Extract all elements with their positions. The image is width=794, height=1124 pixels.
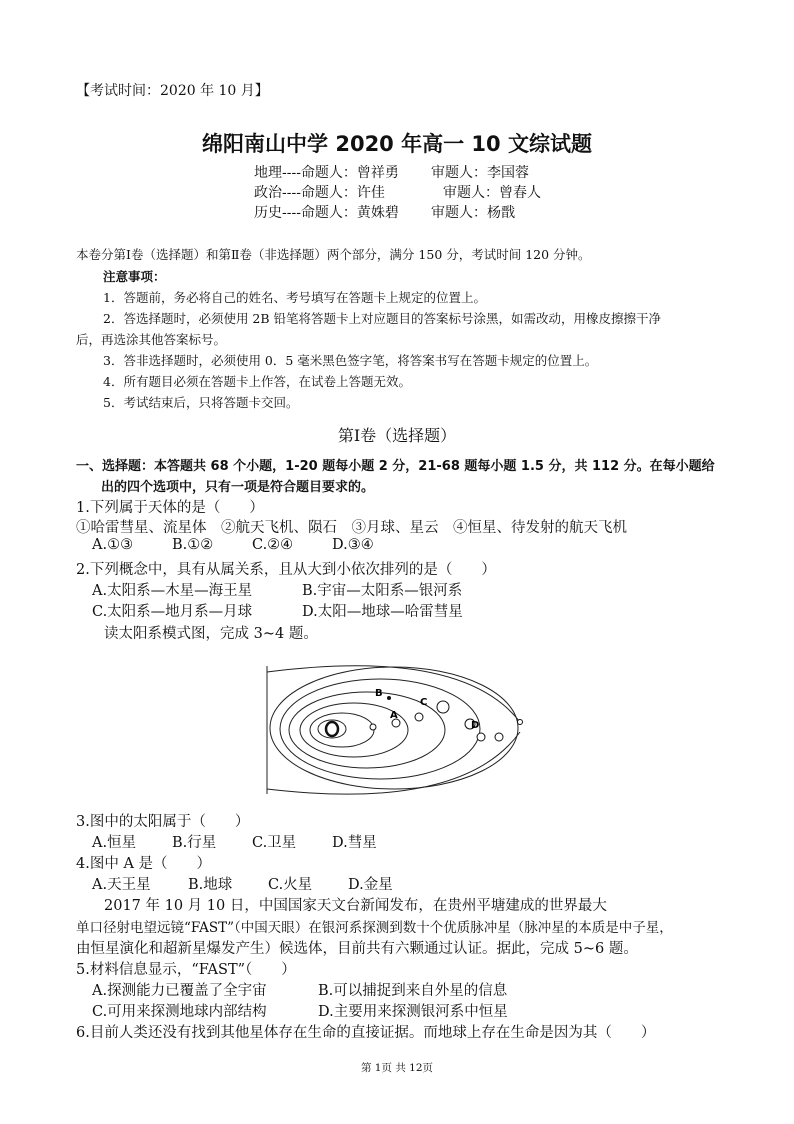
q3-option-d: D.彗星 bbox=[332, 835, 377, 851]
q4-stem: 4.图中 A 是（ ） bbox=[76, 856, 212, 872]
label-d: D bbox=[471, 720, 480, 731]
q1-option-d: D.③④ bbox=[332, 537, 374, 553]
q5-stem: 5.材料信息显示，“FAST”（ ） bbox=[76, 962, 296, 978]
q5-option-b: B.可以捕捉到来自外星的信息 bbox=[318, 983, 508, 999]
q4-option-d: D.金星 bbox=[348, 877, 393, 893]
notes-heading: 注意事项： bbox=[103, 269, 166, 284]
q3-stem: 3.图中的太阳属于（ ） bbox=[76, 814, 250, 830]
staff-politics: 政治----命题人：许佳 bbox=[254, 185, 385, 201]
q5-option-a: A.探测能力已覆盖了全宇宙 bbox=[92, 983, 267, 999]
reviewer-geography: 审题人：李国蓉 bbox=[431, 165, 529, 181]
section-intro: 一、选择题：本答题共 68 个小题，1-20 题每小题 2 分，21-68 题每小题 1.5 分，共 112 分。在每小题给 bbox=[76, 459, 715, 474]
orbit-6 bbox=[270, 667, 518, 789]
q5-option-c: C.可用来探测地球内部结构 bbox=[92, 1004, 267, 1020]
planet-8 bbox=[518, 720, 523, 725]
passage-line-3: 由恒星演化和超新星爆发产生）候选体，目前共有六颗通过认证。据此，完成 5~6 题。 bbox=[76, 941, 638, 957]
planet-d bbox=[477, 733, 485, 741]
section-intro-cont: 出的四个选项中，只有一项是符合题目要求的。 bbox=[101, 480, 375, 495]
q4-option-b: B.地球 bbox=[188, 877, 233, 893]
planet-1 bbox=[370, 724, 376, 730]
planet-b bbox=[387, 696, 391, 700]
page-title: 绵阳南山中学 2020 年高一 10 文综试题 bbox=[202, 132, 592, 156]
label-a: A bbox=[390, 710, 398, 721]
staff-geography: 地理----命题人：曾祥勇 bbox=[254, 165, 399, 181]
q6-stem: 6.目前人类还没有找到其他星体存在生命的直接证据。而地球上存在生命是因为其（ ） bbox=[76, 1025, 656, 1041]
q2-option-c: C.太阳系—地月系—月球 bbox=[92, 604, 253, 620]
page-footer: 第 1页 共 12页 bbox=[360, 1062, 434, 1074]
note-item-3: 3．答非选择题时，必须使用 0．5 毫米黑色签字笔，将答案书写在答题卡规定的位置上。 bbox=[103, 353, 598, 368]
label-c: C bbox=[420, 697, 428, 708]
q4-option-a: A.天王星 bbox=[92, 877, 151, 893]
q1-option-c: C.②④ bbox=[252, 537, 294, 553]
staff-history: 历史----命题人：黄姝碧 bbox=[254, 205, 399, 221]
exam-intro: 本卷分第Ⅰ卷（选择题）和第Ⅱ卷（非选择题）两个部分，满分 150 分，考试时间 120 分钟。 bbox=[76, 247, 591, 262]
note-item-5: 5．考试结束后，只将答题卡交回。 bbox=[103, 395, 299, 410]
q2-option-a: A.太阳系—木星—海王星 bbox=[92, 583, 253, 599]
q2-option-d: D.太阳—地球—哈雷彗星 bbox=[302, 604, 463, 620]
q3-option-b: B.行星 bbox=[172, 835, 217, 851]
q5-option-d: D.主要用来探测银河系中恒星 bbox=[318, 1004, 508, 1020]
note-item-4: 4．所有题目必须在答题卡上作答，在试卷上答题无效。 bbox=[103, 374, 411, 389]
q2-stem: 2.下列概念中，具有从属关系，且从大到小依次排列的是（ ） bbox=[76, 562, 496, 578]
planet-3 bbox=[415, 713, 423, 721]
q1-stem: 1.下列属于天体的是（ ） bbox=[76, 500, 264, 516]
note-item-1: 1．答题前，务必将自己的姓名、考号填写在答题卡上规定的位置上。 bbox=[103, 290, 486, 305]
orbit-2 bbox=[310, 713, 374, 747]
q1-option-a: A.①③ bbox=[92, 537, 134, 553]
planet-c bbox=[437, 701, 449, 713]
planet-7 bbox=[495, 733, 503, 741]
passage-line-1: 2017 年 10 月 10 日，中国国家天文台新闻发布，在贵州平塘建成的世界最大 bbox=[104, 898, 607, 914]
sun-symbol bbox=[326, 722, 338, 736]
diagram-intro: 读太阳系模式图，完成 3~4 题。 bbox=[104, 626, 318, 642]
reviewer-politics: 审题人：曾春人 bbox=[443, 185, 541, 201]
q3-option-c: C.卫星 bbox=[252, 835, 297, 851]
exam-time: 【考试时间：2020 年 10 月】 bbox=[76, 83, 269, 99]
q1-items: ①哈雷彗星、流星体 ②航天飞机、陨石 ③月球、星云 ④恒星、待发射的航天飞机 bbox=[76, 520, 627, 536]
reviewer-history: 审题人：杨戬 bbox=[431, 205, 515, 221]
label-b: B bbox=[375, 688, 383, 699]
note-item-2: 2．答选择题时，必须使用 2B 铅笔将答题卡上对应题目的答案标号涂黑，如需改动，用橡皮擦擦干净 bbox=[103, 311, 662, 326]
q2-option-b: B.宇宙—太阳系—银河系 bbox=[302, 583, 463, 599]
q1-option-b: B.①② bbox=[172, 537, 214, 553]
q3-option-a: A.恒星 bbox=[92, 835, 137, 851]
section-title: 第Ⅰ卷（选择题） bbox=[337, 426, 457, 445]
solar-system-diagram bbox=[262, 652, 532, 804]
note-item-2-cont: 后，再选涂其他答案标号。 bbox=[76, 332, 227, 347]
passage-line-2: 单口径射电望远镜“FAST”（中国天眼）在银河系探测到数十个优质脉冲星（脉冲星的本质是中子星， bbox=[76, 920, 673, 936]
q4-option-c: C.火星 bbox=[268, 877, 313, 893]
